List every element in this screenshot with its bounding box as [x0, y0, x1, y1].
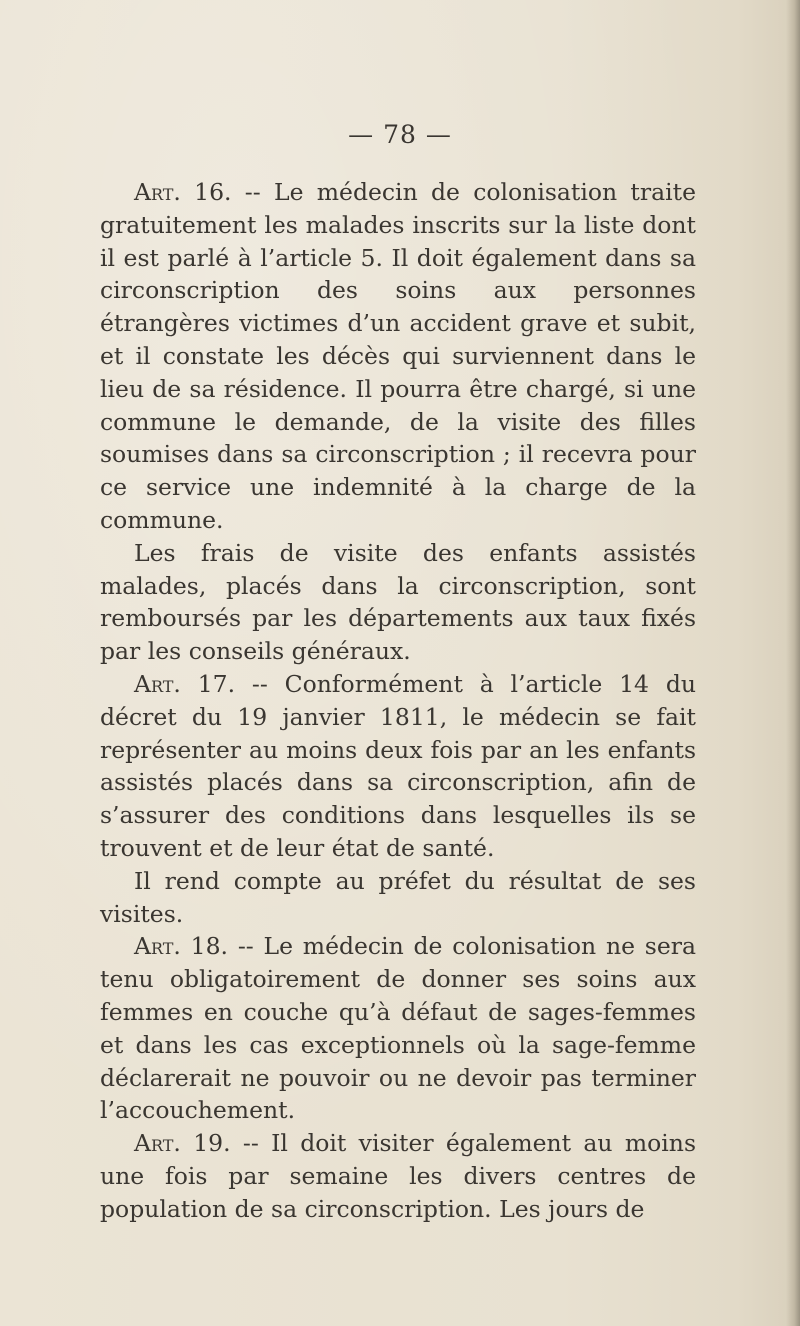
- paragraph-text: -- Conformément à l’article 14 du décret du 19 janvier 1811, le médecin se fait représenter au moins deux fois par an les enfants assistés placés dans sa circonscription, afin de s’assurer des conditions dans lesquelles ils se trouvent et de leur état de santé.: [100, 669, 696, 862]
- paragraph-rend-compte: [100, 865, 696, 931]
- article-heading: Art. 18.: [134, 932, 229, 961]
- page-edge-shadow: [786, 0, 800, 1326]
- article-heading: Art. 19.: [134, 1129, 231, 1158]
- paragraph-article-18: [100, 930, 696, 1127]
- paragraph-frais-de-visite: [100, 537, 696, 668]
- paragraph-article-19: [100, 1127, 696, 1225]
- paragraph-text: -- Le médecin de colonisation traite gratuitement les malades inscrits sur la liste dont il est parlé à l’article 5. Il doit également dans sa circonscription des soins aux personnes étrangères victimes d’un accident grave et subit, et il constate les décès qui surviennent dans le lieu de sa résidence. Il pourra être chargé, si une commune le demande, de la visite des filles soumises dans sa circonscription ; il recevra pour ce service une indemnité à la charge de la commune.: [100, 178, 696, 534]
- paragraph-text: Les frais de visite des enfants assistés malades, placés dans la circonscription, sont remboursés par les départements aux taux fixés par les conseils généraux.: [100, 538, 696, 666]
- paragraph-text: Il rend compte au préfet du résultat de ses visites.: [100, 866, 696, 928]
- paragraph-text: -- Il doit visiter également au moins une fois par semaine les divers centres de population de sa circonscription. Les jours de: [100, 1129, 696, 1223]
- page-number: — 78 —: [348, 120, 452, 149]
- article-heading: Art. 17.: [134, 669, 236, 698]
- article-heading: Art. 16.: [134, 178, 232, 206]
- paragraph-article-17: [100, 668, 696, 865]
- body-text: [100, 176, 696, 1226]
- paragraph-article-16: [100, 176, 696, 537]
- paragraph-text: -- Le médecin de colonisation ne sera tenu obligatoirement de donner ses soins aux femmes en couche qu’à défaut de sages-femmes et dans les cas exceptionnels où la sage-femme déclarerait ne pouvoir ou ne devoir pas terminer l’accouchement.: [100, 932, 696, 1125]
